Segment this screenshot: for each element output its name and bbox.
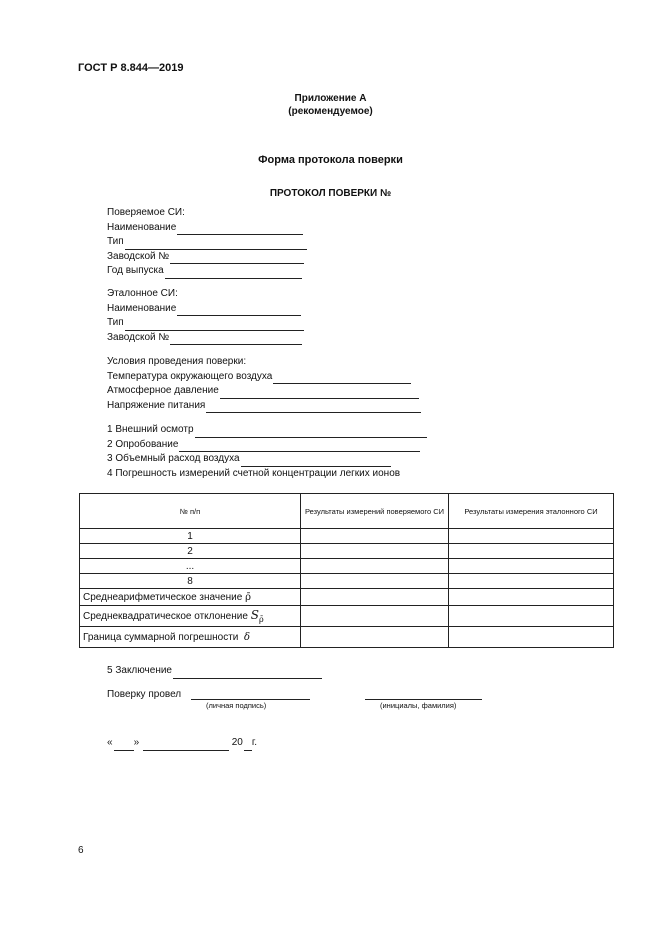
reference-serial-label: Заводской № (107, 331, 170, 343)
reference-name-label: Наименование (107, 302, 177, 314)
table-row (80, 559, 614, 574)
voltage-label: Напряжение питания (107, 399, 206, 411)
conditions-section (107, 355, 421, 413)
step-air-flow: 3 Объемный расход воздуха (107, 453, 240, 464)
std-subscript: ρ̄ (258, 615, 264, 624)
step-testing: 2 Опробование (107, 438, 179, 450)
standard-header: ГОСТ Р 8.844—2019 (78, 62, 184, 74)
std-verified-cell[interactable] (301, 606, 449, 627)
date-line (107, 736, 257, 751)
step-external-inspection: 1 Внешний осмотр (107, 424, 194, 435)
mean-verified-cell[interactable] (301, 589, 449, 606)
signature-line-wrap (190, 689, 310, 700)
month-field[interactable] (143, 740, 229, 751)
appendix-label: Приложение А (294, 93, 367, 104)
initials-caption: (инициалы, фамилия) (380, 701, 457, 710)
year-prefix: 20 (231, 737, 243, 748)
signature-caption: (личная подпись) (206, 701, 267, 710)
date-close-quote: » (133, 737, 140, 748)
pressure-label: Атмосферное давление (107, 385, 219, 396)
bound-reference-cell[interactable] (449, 627, 614, 648)
year-field[interactable] (244, 740, 252, 751)
std-reference-cell[interactable] (449, 606, 614, 627)
table-row (80, 544, 614, 559)
std-symbol: S (250, 608, 259, 622)
bound-symbol: δ (243, 631, 250, 643)
table-row (80, 574, 614, 589)
reference-type-field[interactable] (125, 320, 304, 331)
bound-label: Граница суммарной погрешности δ (80, 627, 301, 648)
testing-field[interactable] (179, 441, 420, 452)
row-number: 1 (80, 529, 301, 544)
mean-row (80, 589, 614, 606)
protocol-title: ПРОТОКОЛ ПОВЕРКИ № (269, 188, 392, 199)
bound-row (80, 627, 614, 648)
verified-result-cell[interactable] (301, 544, 449, 559)
reference-result-cell[interactable] (449, 544, 614, 559)
temperature-field[interactable] (273, 373, 411, 384)
date-open-quote: « (107, 737, 113, 748)
conditions-heading: Условия проведения поверки: (107, 356, 247, 367)
verified-serial-label: Заводской № (107, 250, 170, 262)
day-field[interactable] (114, 740, 134, 751)
air-flow-field[interactable] (241, 456, 391, 467)
external-inspection-field[interactable] (195, 427, 427, 438)
page-number: 6 (78, 845, 84, 856)
row-number: 8 (80, 574, 301, 589)
verified-year-field[interactable] (165, 268, 302, 279)
procedure-section (107, 423, 427, 481)
row-number: ... (80, 559, 301, 574)
verified-name-field[interactable] (177, 224, 303, 235)
verified-type-label: Тип (107, 236, 124, 247)
reference-heading: Эталонное СИ: (107, 288, 178, 299)
verified-result-cell[interactable] (301, 529, 449, 544)
verified-result-cell[interactable] (301, 559, 449, 574)
initials-line-wrap (364, 689, 482, 700)
voltage-field[interactable] (206, 402, 421, 413)
mean-reference-cell[interactable] (449, 589, 614, 606)
verified-year-label: Год выпуска (107, 265, 164, 276)
verified-heading: Поверяемое СИ: (107, 207, 185, 218)
year-suffix: г. (251, 737, 258, 748)
signature-field[interactable] (191, 689, 310, 700)
bound-verified-cell[interactable] (301, 627, 449, 648)
appendix-title (0, 92, 661, 118)
conclusion-label: 5 Заключение (107, 665, 172, 676)
verified-result-cell[interactable] (301, 574, 449, 589)
conclusion-line (107, 664, 322, 679)
temperature-label: Температура окружающего воздуха (107, 370, 273, 382)
initials-field[interactable] (365, 689, 482, 700)
verified-type-field[interactable] (125, 239, 307, 250)
verified-serial-field[interactable] (170, 253, 304, 264)
reference-result-cell[interactable] (449, 559, 614, 574)
reference-result-cell[interactable] (449, 574, 614, 589)
header-verified-results: Результаты измерений поверяемого СИ (301, 494, 449, 529)
std-row (80, 606, 614, 627)
verified-instrument-section (107, 206, 307, 279)
step-ion-error: 4 Погрешность измерений счетной концентрации легких ионов (107, 467, 401, 479)
verifier-label: Поверку провел (107, 689, 182, 700)
conclusion-field[interactable] (173, 668, 322, 679)
row-number: 2 (80, 544, 301, 559)
std-label: Среднеквадратическое отклонение $S_{\rhō}$ (80, 606, 301, 627)
reference-name-field[interactable] (177, 305, 301, 316)
results-table (79, 493, 614, 648)
header-number: № п/п (80, 494, 301, 529)
table-row (80, 529, 614, 544)
verified-name-label: Наименование (107, 221, 177, 233)
pressure-field[interactable] (220, 388, 419, 399)
form-title: Форма протокола поверки (258, 154, 403, 166)
reference-serial-field[interactable] (170, 334, 302, 345)
mean-label: Среднеарифметическое значение ρ̄ (80, 589, 301, 606)
reference-result-cell[interactable] (449, 529, 614, 544)
reference-instrument-section (107, 287, 304, 345)
appendix-status: (рекомендуемое) (288, 106, 373, 117)
reference-type-label: Тип (107, 317, 124, 328)
header-reference-results: Результаты измерения эталонного СИ (449, 494, 614, 529)
mean-symbol: ρ̄ (245, 591, 251, 603)
table-header-row (80, 494, 614, 529)
